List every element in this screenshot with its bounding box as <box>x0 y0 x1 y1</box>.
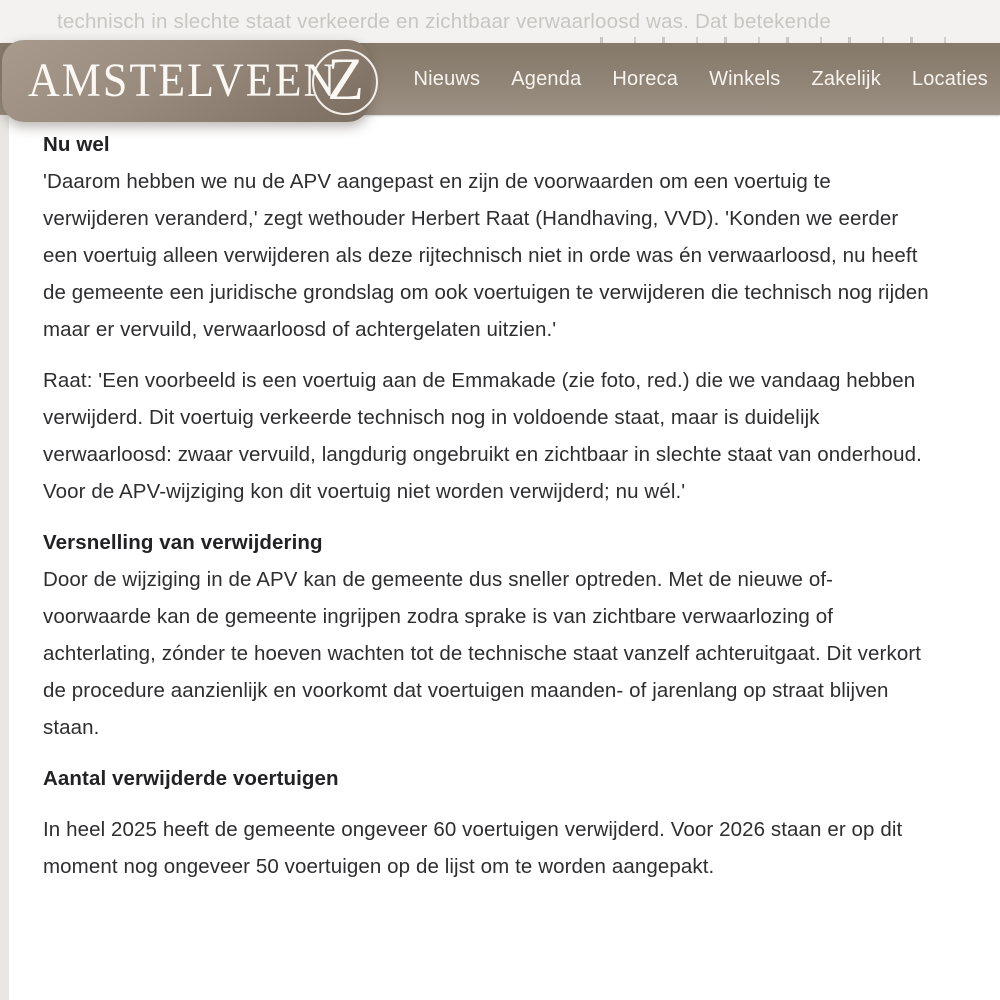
nav-item-winkels[interactable]: Winkels <box>709 67 781 90</box>
article-block <box>43 760 931 797</box>
paragraph-text: Raat: 'Een voorbeeld is een voertuig aan de Emmakade (zie foto, red.) die we vandaag hebben verwijderd. Dit voertuig verkeerde technisch nog in voldoende staat, maar is duidelijk verwaarloosd: zwaar vervuild, langdurig ongebruikt en zichtbaar in slechte staat van onderhoud. Voor de APV-wijziging kon dit voertuig niet worden verwijderd; nu wél.' <box>43 369 922 503</box>
article-body <box>43 126 931 899</box>
logo-wordmark: AMSTELVEEN <box>28 54 338 107</box>
nav-item-agenda[interactable]: Agenda <box>511 67 582 90</box>
paragraph-text: In heel 2025 heeft de gemeente ongeveer 60 voertuigen verwijderd. Voor 2026 staan er op dit moment nog ongeveer 50 voertuigen op de lijst om te worden aangepakt. <box>43 818 903 878</box>
page-edge-strip <box>0 115 9 1000</box>
site-logo[interactable] <box>2 40 370 122</box>
paragraph-text: 'Daarom hebben we nu de APV aangepast en zijn de voorwaarden om een voertuig te verwijderen veranderd,' zegt wethouder Herbert Raat (Handhaving, VVD). 'Konden we eerder een voertuig alleen verwijderen als deze rijtechnisch niet in orde was én verwaarloosd, nu heeft de gemeente een juridische grondslag om ook voertuigen te verwijderen die technisch nog rijden maar er vervuild, verwaarloosd of achtergelaten uitzien.' <box>43 170 929 341</box>
article-block <box>43 811 931 885</box>
faded-article-line: technisch in slechte staat verkeerde en zichtbaar verwaarloosd was. Dat betekende <box>57 10 831 33</box>
article-block <box>43 524 931 746</box>
paragraph-text: Door de wijziging in de APV kan de gemeente dus sneller optreden. Met de nieuwe of-voorwaarde kan de gemeente ingrijpen zodra sprake is van zichtbare verwaarlozing of achterlating, zónder te hoeven wachten tot de technische staat vanzelf achteruitgaat. Dit verkort de procedure aanzienlijk en voorkomt dat voertuigen maanden- of jarenlang op straat blijven staan. <box>43 568 922 739</box>
article-block <box>43 126 931 348</box>
nav-item-locaties[interactable]: Locaties <box>911 67 988 90</box>
article-block <box>43 362 931 510</box>
section-heading-aantal: Aantal verwijderde voertuigen <box>43 767 339 790</box>
nav-item-nieuws[interactable]: Nieuws <box>413 67 481 90</box>
nav-list <box>413 68 988 91</box>
nav-item-horeca[interactable]: Horeca <box>612 67 679 90</box>
section-heading-versnelling: Versnelling van verwijdering <box>43 531 323 554</box>
nav-item-zakelijk[interactable]: Zakelijk <box>811 67 881 90</box>
logo-z-letter: Z <box>327 46 364 112</box>
section-heading-nu-wel: Nu wel <box>43 133 110 156</box>
